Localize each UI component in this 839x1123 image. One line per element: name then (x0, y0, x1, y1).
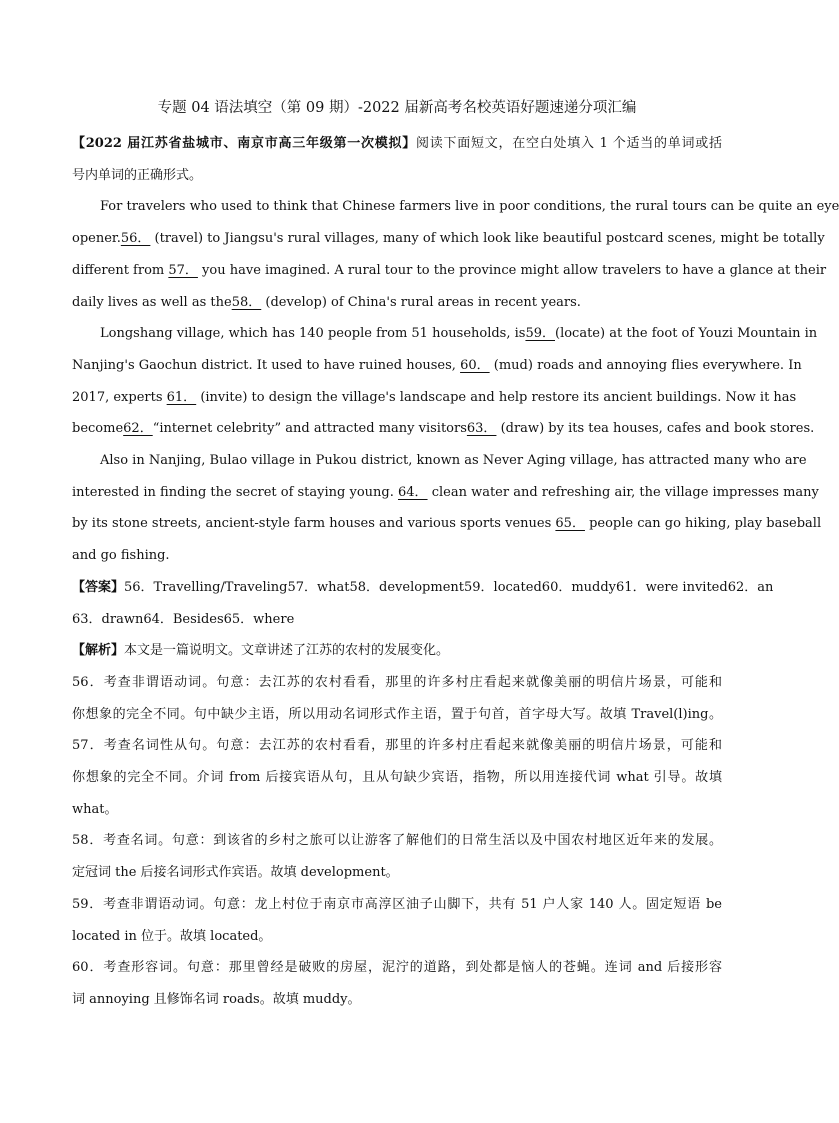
answer-text: 56．Travelling/Traveling57．what58．development59．located60．muddy61．were invited62．an (124, 579, 774, 595)
blank-63: 63． (466, 421, 497, 437)
text-run: Longshang village, which has 140 people from 51 households, is (100, 326, 526, 342)
blank-61: 61． (166, 389, 197, 405)
blank-62: 62． (123, 421, 153, 437)
p2-line-4 (72, 413, 815, 445)
blank-58: 58． (231, 294, 262, 310)
analysis-label: 【解析】 (72, 643, 125, 659)
p3-line-2 (72, 477, 819, 509)
intro-line-2: 号内单词的正确形式。 (72, 167, 203, 183)
analysis-59-line-1: 59．考查非谓语动词。句意：龙上村位于南京市高淳区油子山脚下，共有 51 户人家 140 人。固定短语 be (72, 896, 722, 912)
p1-line-2 (72, 223, 825, 255)
analysis-56-line-1: 56．考查非谓语动词。句意：去江苏的农村看看，那里的许多村庄看起来就像美丽的明信片场景，可能和 (72, 674, 722, 690)
p1-line-1: For travelers who used to think that Chinese farmers live in poor conditions, the rural tours can be quite an eye (100, 199, 839, 215)
text-run: (invite) to design the village's landscape and help restore its ancient buildings. Now it has (200, 389, 797, 405)
instruction-text: 阅读下面短文，在空白处填入 1 个适当的单词或括 (415, 136, 722, 151)
text-run: you have imagined. A rural tour to the province might allow travelers to have a glance at their (202, 262, 827, 278)
analysis-60-line-1: 60．考查形容词。句意：那里曾经是破败的房屋，泥泞的道路，到处都是恼人的苍蝇。连词 and 后接形容 (72, 960, 722, 976)
answer-line-1 (72, 572, 774, 604)
text-run: (locate) at the foot of Youzi Mountain in (555, 326, 818, 342)
p3-line-1: Also in Nanjing, Bulao village in Pukou district, known as Never Aging village, has attracted many who are (100, 453, 807, 469)
document-page (72, 98, 839, 1016)
p3-line-4: and go fishing. (72, 548, 170, 564)
page-title: 专题 04 语法填空（第 09 期）-2022 届新高考名校英语好题速递分项汇编 (157, 100, 637, 116)
text-run: clean water and refreshing air, the village impresses many (431, 484, 819, 500)
text-run: (travel) to Jiangsu's rural villages, many of which look like beautiful postcard scenes, might be totally (154, 231, 825, 247)
text-run: people can go hiking, play baseball (589, 516, 822, 532)
blank-57: 57． (168, 262, 198, 278)
text-run: (draw) by its tea houses, cafes and book stores. (500, 421, 815, 437)
text-run: interested in finding the secret of staying young. (72, 484, 398, 500)
p2-line-3 (72, 382, 797, 414)
blank-65: 65． (555, 516, 585, 532)
text-run: (develop) of China's rural areas in recent years. (265, 294, 581, 310)
analysis-summary: 本文是一篇说明文。文章讲述了江苏的农村的发展变化。 (124, 643, 450, 659)
text-run: opener. (72, 231, 121, 247)
text-run: become (72, 421, 124, 437)
answer-label: 【答案】 (72, 579, 125, 595)
analysis-57-line-2: 你想象的完全不同。介词 from 后接宾语从句，且从句缺少宾语，指物，所以用连接代词 what 引导。故填 (72, 770, 722, 786)
analysis-60-line-2: 词 annoying 且修饰名词 roads。故填 muddy。 (72, 991, 361, 1007)
analysis-57-line-3: what。 (72, 801, 118, 817)
text-run: daily lives as well as the (72, 294, 232, 310)
blank-64: 64． (398, 484, 428, 500)
p2-line-2 (72, 350, 802, 382)
p1-line-4 (72, 287, 722, 319)
text-run: (mud) roads and annoying flies everywhere. In (493, 357, 802, 373)
analysis-58-line-2: 定冠词 the 后接名词形式作宾语。故填 development。 (72, 865, 399, 881)
text-run: “internet celebrity” and attracted many visitors (152, 421, 467, 437)
p2-line-1 (72, 318, 818, 350)
analysis-58-line-1: 58．考查名词。句意：到该省的乡村之旅可以让游客了解他们的日常生活以及中国农村地区近年来的发展。 (72, 833, 722, 849)
text-run: Nanjing's Gaochun district. It used to have ruined houses, (72, 357, 461, 373)
intro-line-1 (72, 128, 722, 160)
text-run: by its stone streets, ancient-style farm houses and various sports venues (72, 516, 556, 532)
analysis-56-line-2: 你想象的完全不同。句中缺少主语，所以用动名词形式作主语，置于句首，首字母大写。故填 Travel(l)ing。 (72, 706, 722, 722)
text-run: different from (72, 262, 169, 278)
p3-line-3 (72, 508, 822, 540)
blank-59: 59． (525, 326, 555, 342)
source-label: 【2022 届江苏省盐城市、南京市高三年级第一次模拟】 (72, 136, 416, 151)
analysis-header (72, 635, 722, 667)
answer-line-2: 63．drawn64．Besides65．where (72, 611, 295, 627)
p1-line-3 (72, 255, 827, 287)
blank-60: 60． (460, 357, 490, 373)
analysis-57-line-1: 57．考查名词性从句。句意：去江苏的农村看看，那里的许多村庄看起来就像美丽的明信片场景，可能和 (72, 738, 722, 754)
blank-56: 56． (120, 231, 151, 247)
analysis-59-line-2: located in 位于。故填 located。 (72, 928, 272, 944)
text-run: 2017, experts (72, 389, 167, 405)
